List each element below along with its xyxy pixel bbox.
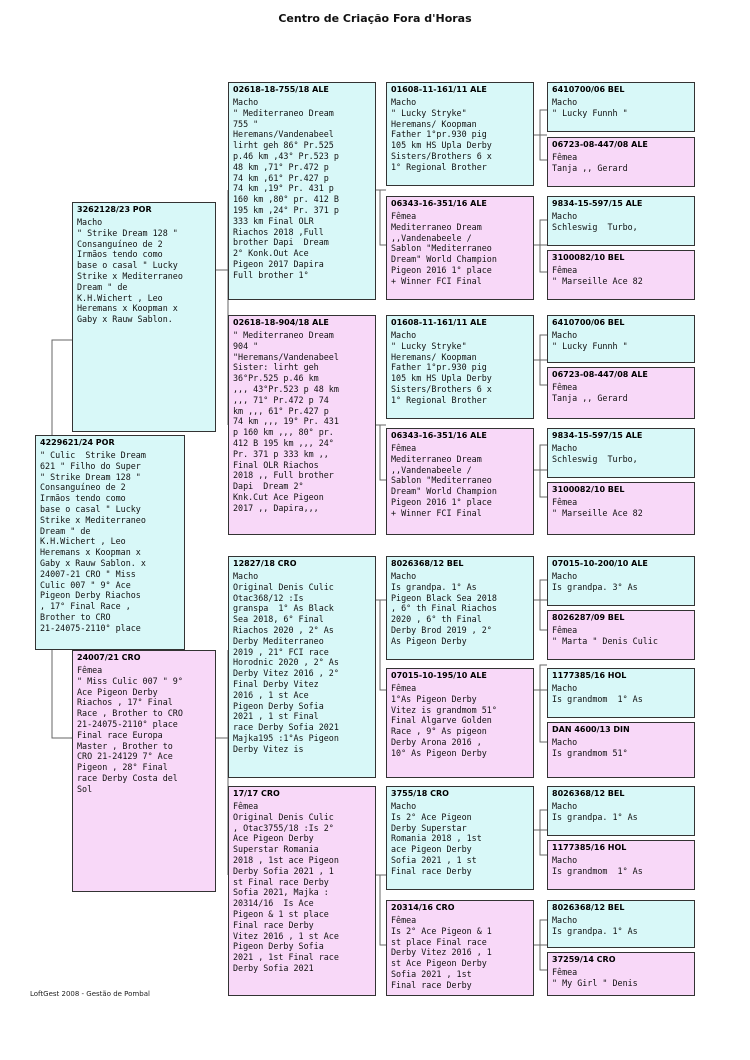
pedigree-card-dam[interactable] <box>72 650 216 892</box>
pedigree-card-g13[interactable] <box>547 786 695 836</box>
pigeon-description: " My Girl " Denis <box>552 977 638 988</box>
pigeon-sex: Macho <box>391 801 417 811</box>
pigeon-description: Tanja ,, Gerard <box>552 162 628 173</box>
pedigree-card-dsd[interactable] <box>386 668 534 778</box>
pedigree-card-subject[interactable] <box>35 435 185 650</box>
pedigree-card-sire-sire[interactable] <box>228 82 376 300</box>
pigeon-sex: Macho <box>552 211 578 221</box>
pigeon-sex: Macho <box>552 443 578 453</box>
ring-number: 20314/16 CRO <box>391 903 455 912</box>
pedigree-card-g7[interactable] <box>547 428 695 478</box>
pedigree-card-g11[interactable] <box>547 668 695 718</box>
pedigree-card-g14[interactable] <box>547 840 695 890</box>
pigeon-description: " Lucky Stryke" Heremans/ Koopman Father 1°pr.930 pig 105 km HS Upla Derby Sisters/Brothers 6 x 1° Regional Brother <box>391 340 492 405</box>
pedigree-card-dss[interactable] <box>386 556 534 660</box>
pigeon-description: Is 2° Ace Pigeon & 1 st place Final race Derby Vitez 2016 , 1 st Ace Pigeon Derby Sofia 2021 , 1st Final race Derby <box>391 925 492 990</box>
pigeon-sex: Fêmea <box>552 382 578 392</box>
pigeon-sex: Fêmea <box>391 915 417 925</box>
ring-number: 3755/18 CRO <box>391 789 449 798</box>
ring-number: 06343-16-351/16 ALE <box>391 431 487 440</box>
ring-number: 02618-18-904/18 ALE <box>233 318 329 327</box>
ring-number: 01608-11-161/11 ALE <box>391 318 487 327</box>
pigeon-sex: Fêmea <box>552 265 578 275</box>
page-title: Centro de Criação Fora d'Horas <box>278 12 472 25</box>
pedigree-card-g5[interactable] <box>547 315 695 363</box>
pigeon-sex: Fêmea <box>552 497 578 507</box>
ring-number: 3100082/10 BEL <box>552 485 625 494</box>
pedigree-card-sire[interactable] <box>72 202 216 432</box>
pigeon-description: " Miss Culic 007 " 9° Ace Pigeon Derby Riachos , 17° Final Race , Brother to CRO 21-24075-2110° place Final race Europa Master , Brother to CRO 21-24129 7° Ace Pigeon , 28° Final race Derby Costa del Sol <box>77 675 183 794</box>
pigeon-description: " Culic Strike Dream 621 " Filho do Super " Strike Dream 128 " Consanguíneo de 2 Irmãos tendo como base o casal " Lucky Strike x Mediterraneo Dream " de K.H.Wichert , Leo Heremans x Koopman x Gaby x Rauw Sablon. x 24007-21 CRO " Miss Culic 007 " 9° Ace Pigeon Derby Riachos , 17° Final Race , Brother to CRO 21-24075-2110° place <box>40 450 146 633</box>
pigeon-description: " Marseille Ace 82 <box>552 507 643 518</box>
pedigree-card-g12[interactable] <box>547 722 695 778</box>
pigeon-sex: Macho <box>552 737 578 747</box>
pigeon-sex: Fêmea <box>77 665 103 675</box>
pigeon-description: " Lucky Funnh " <box>552 107 628 118</box>
pedigree-card-g4[interactable] <box>547 250 695 300</box>
pedigree-card-dam-sire[interactable] <box>228 556 376 778</box>
pigeon-sex: Macho <box>552 330 578 340</box>
ring-number: 06343-16-351/16 ALE <box>391 199 487 208</box>
ring-number: 4229621/24 POR <box>40 438 115 447</box>
pigeon-description: " Lucky Funnh " <box>552 340 628 351</box>
ring-number: 3262128/23 POR <box>77 205 152 214</box>
pigeon-description: Is grandmom 1° As <box>552 865 643 876</box>
pigeon-sex: Fêmea <box>233 801 259 811</box>
ring-number: 8026368/12 BEL <box>552 903 625 912</box>
pedigree-card-g6[interactable] <box>547 367 695 419</box>
pigeon-sex: Fêmea <box>391 683 417 693</box>
pigeon-description: Mediterraneo Dream ,,Vandenabeele / Sablon "Mediterraneo Dream" World Champion Pigeon 2016 1° place + Winner FCI Final <box>391 221 497 286</box>
pigeon-description: Is 2° Ace Pigeon Derby Superstar Romania 2018 , 1st ace Pigeon Derby Sofia 2021 , 1 st Final race Derby <box>391 811 482 876</box>
pedigree-card-sss[interactable] <box>386 82 534 186</box>
ring-number: 8026368/12 BEL <box>391 559 464 568</box>
pigeon-description: Original Denis Culic , Otac3755/18 :Is 2° Ace Pigeon Derby Superstar Romania 2018 , 1st ace Pigeon Derby Sofia 2021 , 1 st Final race Derby Sofia 2021, Majka : 20314/16 Is Ace Pigeon & 1 st place Final race Derby Vitez 2016 , 1 st Ace Pigeon Derby Sofia 2021 , 1st Final race Derby Sofia 2021 <box>233 811 339 973</box>
ring-number: 8026368/12 BEL <box>552 789 625 798</box>
pigeon-sex: Macho <box>391 571 417 581</box>
ring-number: 07015-10-200/10 ALE <box>552 559 648 568</box>
pigeon-sex: Macho <box>77 217 103 227</box>
pedigree-card-g9[interactable] <box>547 556 695 606</box>
pedigree-card-g16[interactable] <box>547 952 695 996</box>
pigeon-sex: Macho <box>552 801 578 811</box>
ring-number: 6410700/06 BEL <box>552 318 625 327</box>
pigeon-description: Is grandpa. 1° As <box>552 925 638 936</box>
pedigree-card-dds[interactable] <box>386 786 534 890</box>
pigeon-sex: Macho <box>233 571 259 581</box>
pedigree-card-g3[interactable] <box>547 196 695 246</box>
ring-number: 01608-11-161/11 ALE <box>391 85 487 94</box>
pigeon-description: " Marseille Ace 82 <box>552 275 643 286</box>
ring-number: 6410700/06 BEL <box>552 85 625 94</box>
pigeon-sex: Macho <box>233 97 259 107</box>
ring-number: 3100082/10 BEL <box>552 253 625 262</box>
pigeon-sex: Fêmea <box>552 967 578 977</box>
pigeon-description: Is grandmom 51° <box>552 747 628 758</box>
pedigree-card-g15[interactable] <box>547 900 695 948</box>
pedigree-card-ddd[interactable] <box>386 900 534 996</box>
pedigree-card-sdd[interactable] <box>386 428 534 535</box>
pigeon-description: Is grandmom 1° As <box>552 693 643 704</box>
pedigree-card-g8[interactable] <box>547 482 695 535</box>
pedigree-card-dam-dam[interactable] <box>228 786 376 996</box>
pigeon-sex: Macho <box>552 855 578 865</box>
pigeon-description: Schleswig Turbo, <box>552 221 638 232</box>
ring-number: 12827/18 CRO <box>233 559 297 568</box>
pigeon-sex: Fêmea <box>552 152 578 162</box>
pedigree-card-ssd[interactable] <box>386 196 534 300</box>
ring-number: 9834-15-597/15 ALE <box>552 199 643 208</box>
pigeon-description: " Lucky Stryke" Heremans/ Koopman Father 1°pr.930 pig 105 km HS Upla Derby Sisters/Brothers 6 x 1° Regional Brother <box>391 107 492 172</box>
ring-number: 07015-10-195/10 ALE <box>391 671 487 680</box>
pigeon-sex: Macho <box>552 97 578 107</box>
pigeon-description: " Mediterraneo Dream 755 " Heremans/Vandenabeel lirht geh 86° Pr.525 p.46 km ,43° Pr.523 p 48 km ,71° Pr.472 p 74 km ,61° Pr.427 p 74 km ,19° Pr. 431 p 160 km ,80° pr. 412 B 195 km ,24° Pr. 371 p 333 km Final OLR Riachos 2018 ,Full brother Dapi Dream 2° Konk.Out Ace Pigeon 2017 Dapira Full brother 1° <box>233 107 339 280</box>
pedigree-card-g1[interactable] <box>547 82 695 132</box>
pigeon-sex: Macho <box>391 330 417 340</box>
pigeon-description: Mediterraneo Dream ,,Vandenabeele / Sablon "Mediterraneo Dream" World Champion Pigeon 2016 1° place + Winner FCI Final <box>391 453 497 518</box>
ring-number: DAN 4600/13 DIN <box>552 725 630 734</box>
pigeon-description: " Marta " Denis Culic <box>552 635 658 646</box>
pigeon-description: Is grandpa. 1° As Pigeon Black Sea 2018 , 6° th Final Riachos 2020 , 6° th Final Derby Brod 2019 , 2° As Pigeon Derby <box>391 581 497 646</box>
pigeon-description: 1°As Pigeon Derby Vitez is grandmom 51° Final Algarve Golden Race , 9° As pigeon Derby Arona 2016 , 10° As Pigeon Derby <box>391 693 497 758</box>
pigeon-sex: Fêmea <box>391 211 417 221</box>
pigeon-sex: Macho <box>552 915 578 925</box>
ring-number: 24007/21 CRO <box>77 653 141 662</box>
ring-number: 37259/14 CRO <box>552 955 616 964</box>
pedigree-card-sds[interactable] <box>386 315 534 419</box>
pigeon-sex: Macho <box>391 97 417 107</box>
ring-number: 02618-18-755/18 ALE <box>233 85 329 94</box>
pedigree-card-g2[interactable] <box>547 137 695 187</box>
pedigree-card-sire-dam[interactable] <box>228 315 376 535</box>
pigeon-description: " Mediterraneo Dream 904 " "Heremans/Vandenabeel Sister: lirht geh 36°Pr.525 p.46 km ,,, 43°Pr.523 p 48 km ,,, 71° Pr.472 p 74 km ,,, 61° Pr.427 p 74 km ,,, 19° Pr. 431 p 160 km ,,, 80° pr. 412 B 195 km ,,, 24° Pr. 371 p 333 km ,, Final OLR Riachos 2018 ,, Full brother Dapi Dream 2° Knk.Cut Ace Pigeon 2017 ,, Dapira,,, <box>233 330 339 513</box>
pedigree-card-g10[interactable] <box>547 610 695 660</box>
ring-number: 1177385/16 HOL <box>552 671 627 680</box>
pigeon-sex: Fêmea <box>391 443 417 453</box>
pigeon-sex: Macho <box>552 683 578 693</box>
ring-number: 17/17 CRO <box>233 789 280 798</box>
ring-number: 06723-08-447/08 ALE <box>552 140 648 149</box>
footer-credit: LoftGest 2008 - Gestão de Pombal <box>30 990 150 998</box>
pigeon-sex: Macho <box>552 571 578 581</box>
ring-number: 1177385/16 HOL <box>552 843 627 852</box>
pigeon-description: Original Denis Culic Otac368/12 :Is granspa 1° As Black Sea 2018, 6° Final Riachos 2020 , 2° As Derby Mediterraneo 2019 , 21° FCI race Horodnic 2020 , 2° As Derby Vitez 2016 , 2° Final Derby Vitez 2016 , 1 st Ace Pigeon Derby Sofia 2021 , 1 st Final race Derby Sofia 2021 Majka195 :1°As Pigeon Derby Vitez is <box>233 581 339 754</box>
ring-number: 9834-15-597/15 ALE <box>552 431 643 440</box>
pigeon-description: Is grandpa. 1° As <box>552 811 638 822</box>
ring-number: 8026287/09 BEL <box>552 613 625 622</box>
pigeon-sex: Fêmea <box>552 625 578 635</box>
pigeon-description: Tanja ,, Gerard <box>552 392 628 403</box>
ring-number: 06723-08-447/08 ALE <box>552 370 648 379</box>
pigeon-description: " Strike Dream 128 " Consanguíneo de 2 Irmãos tendo como base o casal " Lucky Strike x Mediterraneo Dream " de K.H.Wichert , Leo Heremans x Koopman x Gaby x Rauw Sablon. <box>77 227 183 325</box>
pigeon-description: Schleswig Turbo, <box>552 453 638 464</box>
pigeon-description: Is grandpa. 3° As <box>552 581 638 592</box>
